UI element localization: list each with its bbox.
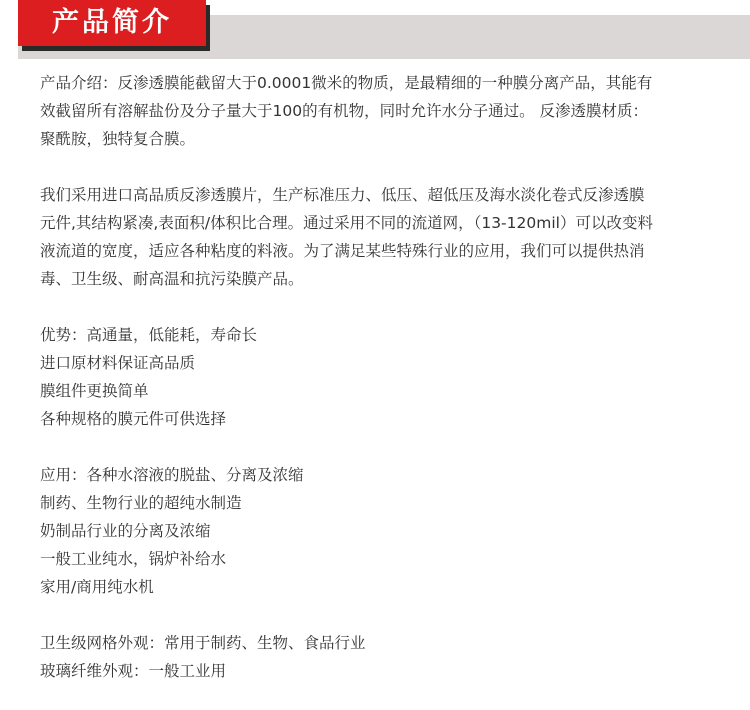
list-item: 一般工业纯水，锅炉补给水 bbox=[40, 550, 227, 568]
section-title: 产品简介 bbox=[18, 0, 206, 46]
appearance-list bbox=[40, 629, 710, 685]
list-item: 各种规格的膜元件可供选择 bbox=[40, 410, 227, 428]
text-line: 我们采用进口高品质反渗透膜片，生产标准压力、低压、超低压及海水淡化卷式反渗透膜 bbox=[40, 186, 645, 204]
list-item: 卫生级网格外观：常用于制药、生物、食品行业 bbox=[40, 634, 366, 652]
text-line: 元件,其结构紧凑,表面积/体积比合理。通过采用不同的流道网，（13-120mil）可以改变料 bbox=[40, 214, 653, 232]
text-line: 效截留所有溶解盐份及分子量大于100的有机物，同时允许水分子通过。 反渗透膜材质： bbox=[40, 102, 649, 120]
list-item: 优势：高通量，低能耗，寿命长 bbox=[40, 326, 258, 344]
list-item: 应用：各种水溶液的脱盐、分离及浓缩 bbox=[40, 466, 304, 484]
list-item: 膜组件更换简单 bbox=[40, 382, 149, 400]
list-item: 玻璃纤维外观：一般工业用 bbox=[40, 662, 227, 680]
description-paragraph bbox=[40, 181, 710, 293]
list-item: 家用/商用纯水机 bbox=[40, 578, 154, 596]
text-line: 产品介绍：反渗透膜能截留大于0.0001微米的物质，是最精细的一种膜分离产品，其能有 bbox=[40, 74, 653, 92]
list-item: 奶制品行业的分离及浓缩 bbox=[40, 522, 211, 540]
text-line: 聚酰胺，独特复合膜。 bbox=[40, 130, 196, 148]
advantages-list bbox=[40, 321, 710, 433]
section-header bbox=[18, 0, 750, 59]
intro-paragraph bbox=[40, 69, 710, 153]
text-line: 液流道的宽度，适应各种粘度的料液。为了满足某些特殊行业的应用，我们可以提供热消 bbox=[40, 242, 645, 260]
list-item: 制药、生物行业的超纯水制造 bbox=[40, 494, 242, 512]
applications-list bbox=[40, 461, 710, 601]
list-item: 进口原材料保证高品质 bbox=[40, 354, 196, 372]
product-description bbox=[40, 69, 710, 685]
text-line: 毒、卫生级、耐高温和抗污染膜产品。 bbox=[40, 270, 304, 288]
